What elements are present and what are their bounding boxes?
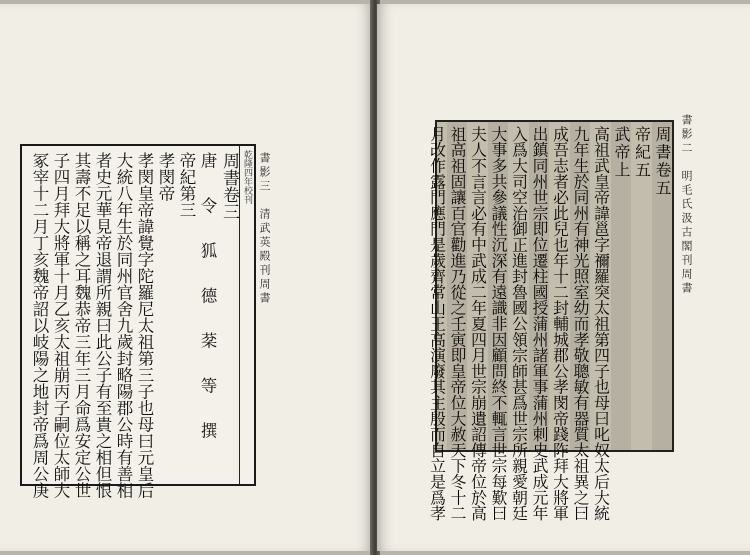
text-column: 子四月拜大將軍十月乙亥太祖崩丙子嗣位太師大 bbox=[51, 152, 70, 499]
text-column: 孝閔皇帝諱覺字陀羅尼太祖第三子也母曰元皇后 bbox=[135, 152, 154, 499]
text-column: 九年生於同州有神光照室幼而孝敬聰敏有器質太祖異之曰 bbox=[570, 122, 591, 450]
text-column: 出鎮同州世宗即位遷柱國授蒲州諸軍事蒲州刺史武成元年 bbox=[529, 122, 550, 450]
left-page-plate bbox=[20, 144, 256, 499]
volume-title: 周書卷五 bbox=[652, 122, 673, 450]
text-column: 大事多共參議性沉深有遠識非因顧問終不輒言世宗每歎曰 bbox=[488, 122, 509, 450]
text-column: 祖高祖固讓百官勸進乃從之壬寅即皇帝位大赦天下冬十二 bbox=[447, 122, 468, 450]
text-column: 冢宰十二月丁亥魏帝詔以岐陽之地封帝爲周公庚 bbox=[30, 152, 49, 499]
margin-note: 乾隆四年校刊 bbox=[239, 146, 254, 484]
chapter-heading: 帝紀五 bbox=[632, 126, 652, 180]
left-page-caption: 書影三 清武英殿刊周書 bbox=[258, 152, 271, 306]
emperor-heading: 武帝上 bbox=[611, 122, 632, 450]
text-column: 成吾志者必此兒也年十二封輔城郡公孝閔帝踐阼拜大將軍 bbox=[550, 126, 570, 521]
left-page bbox=[0, 4, 372, 551]
text-column: 者史元華見帝退謂所親曰此公子有至貴之相但恨 bbox=[93, 152, 112, 499]
text-column: 其壽不足以稱之耳魏恭帝三年三月命爲安定公世 bbox=[72, 152, 91, 499]
volume-title: 周書卷三 bbox=[219, 152, 239, 220]
text-column: 月改作露門應門是歲齊常山王高演廢其主殷而自立是爲孝 bbox=[427, 126, 447, 521]
text-column: 入爲大司空治御正進封魯國公領宗師甚爲世宗所親愛朝廷 bbox=[509, 126, 529, 521]
text-column: 夫人不言言必有中武成二年夏四月世宗崩遺詔傳帝位於高 bbox=[468, 126, 488, 521]
text-column: 高祖武皇帝諱邕字禰羅突太祖第四子也母曰叱奴太后大統 bbox=[591, 126, 611, 521]
right-page-plate bbox=[427, 120, 674, 521]
chapter-heading: 帝紀第三 bbox=[177, 152, 196, 218]
text-column: 大統八年生於同州官舍九歲封略陽郡公時有善相 bbox=[114, 152, 133, 499]
right-page-caption: 書影二 明毛氏汲古閣刊周書 bbox=[680, 114, 693, 296]
compiler-line: 唐 令 狐 德 棻 等 撰 bbox=[198, 152, 217, 445]
emperor-heading: 孝閔帝 bbox=[156, 152, 175, 202]
